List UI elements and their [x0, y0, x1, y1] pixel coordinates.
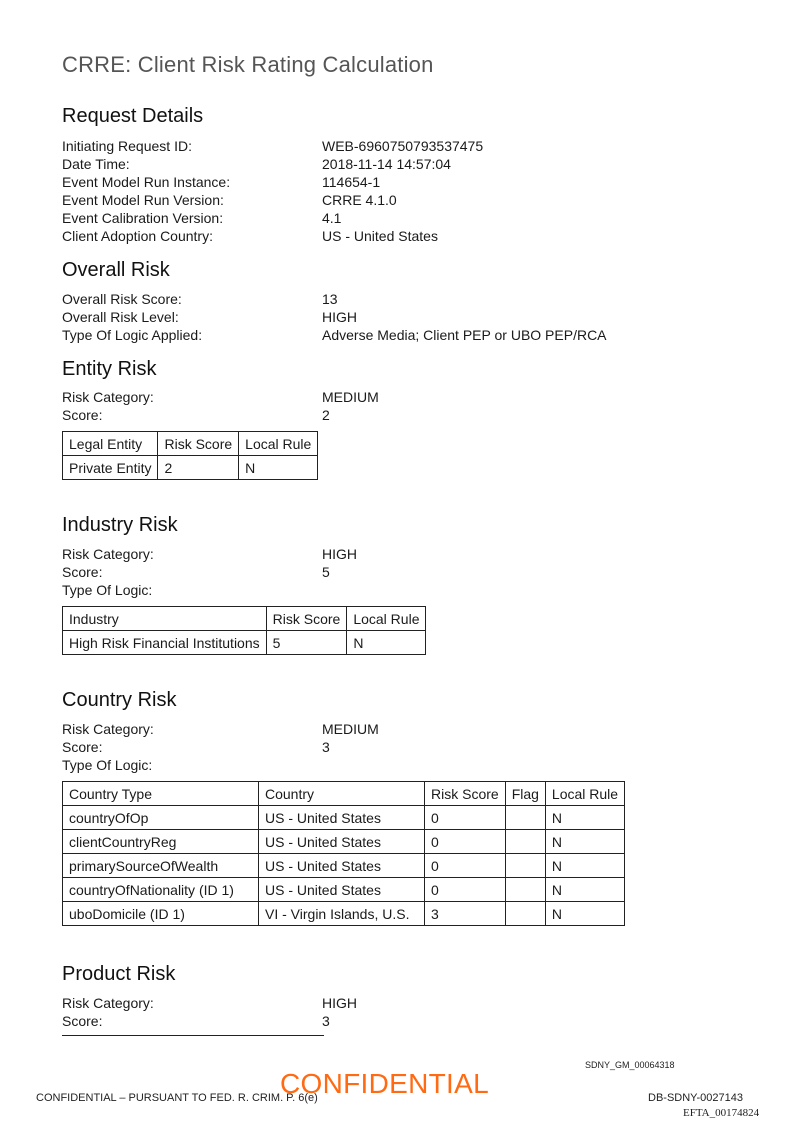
table-cell: [505, 830, 545, 854]
industry-risk-heading: Industry Risk: [62, 514, 178, 536]
kv-value: 2: [322, 407, 330, 423]
request-details-list: [62, 137, 483, 245]
table-cell: uboDomicile (ID 1): [63, 902, 259, 926]
kv-row: [62, 581, 357, 599]
table-cell: Private Entity: [63, 456, 158, 480]
table-header-cell: Country: [259, 782, 425, 806]
kv-label: Score:: [62, 1013, 103, 1029]
table-header-row: [63, 432, 318, 456]
kv-row: [62, 406, 379, 424]
kv-value: 114654-1: [322, 174, 381, 190]
kv-label: Event Calibration Version:: [62, 210, 224, 226]
kv-row: [62, 388, 379, 406]
kv-value: MEDIUM: [322, 389, 379, 405]
kv-label: Risk Category:: [62, 995, 154, 1011]
table-cell: N: [545, 878, 624, 902]
kv-label: Client Adoption Country:: [62, 228, 213, 244]
kv-row: [62, 290, 607, 308]
table-cell: N: [545, 902, 624, 926]
kv-row: [62, 191, 483, 209]
kv-value: HIGH: [322, 546, 357, 562]
table-cell: N: [545, 854, 624, 878]
table-header-row: [63, 782, 625, 806]
table-row: [63, 854, 625, 878]
kv-row: [62, 720, 379, 738]
entity-risk-heading: Entity Risk: [62, 358, 157, 380]
overall-risk-list: [62, 290, 607, 344]
kv-value: 2018-11-14 14:57:04: [322, 156, 451, 172]
request-details-heading: Request Details: [62, 105, 204, 127]
kv-row: [62, 994, 357, 1012]
kv-value: HIGH: [322, 309, 357, 325]
country-risk-list: [62, 720, 379, 774]
entity-risk-table: [62, 431, 318, 480]
kv-label: Initiating Request ID:: [62, 138, 192, 154]
kv-label: Type Of Logic Applied:: [62, 327, 203, 343]
table-cell: countryOfNationality (ID 1): [63, 878, 259, 902]
kv-value: 5: [322, 564, 330, 580]
bates-ref-small: SDNY_GM_00064318: [585, 1060, 675, 1070]
efta-number: EFTA_00174824: [683, 1107, 760, 1119]
page-title: CRRE: Client Risk Rating Calculation: [62, 52, 434, 77]
kv-value: 13: [322, 291, 338, 307]
table-header-row: [63, 607, 426, 631]
product-risk-heading: Product Risk: [62, 963, 176, 985]
kv-label: Overall Risk Level:: [62, 309, 179, 325]
table-header-cell: Legal Entity: [63, 432, 158, 456]
table-row: [63, 878, 625, 902]
table-cell: N: [239, 456, 318, 480]
table-header-cell: Local Rule: [239, 432, 318, 456]
kv-label: Risk Category:: [62, 546, 154, 562]
table-cell: 2: [158, 456, 239, 480]
kv-label: Date Time:: [62, 156, 130, 172]
table-row: [63, 902, 625, 926]
table-cell: US - United States: [259, 878, 425, 902]
overall-risk-heading: Overall Risk: [62, 259, 170, 281]
kv-value: US - United States: [322, 228, 438, 244]
table-header-cell: Risk Score: [425, 782, 506, 806]
kv-row: [62, 137, 483, 155]
table-cell: VI - Virgin Islands, U.S.: [259, 902, 425, 926]
kv-label: Risk Category:: [62, 721, 154, 737]
confidential-stamp: CONFIDENTIAL: [280, 1068, 489, 1099]
table-header-cell: Risk Score: [266, 607, 347, 631]
table-row: [63, 456, 318, 480]
kv-label: Type Of Logic:: [62, 582, 153, 598]
table-header-cell: Flag: [505, 782, 545, 806]
kv-value: MEDIUM: [322, 721, 379, 737]
table-cell: N: [545, 806, 624, 830]
table-row: [63, 631, 426, 655]
kv-row: [62, 155, 483, 173]
kv-label: Score:: [62, 564, 103, 580]
kv-label: Overall Risk Score:: [62, 291, 182, 307]
table-header-cell: Country Type: [63, 782, 259, 806]
kv-row: [62, 173, 483, 191]
table-cell: High Risk Financial Institutions: [63, 631, 267, 655]
confidential-notice: CONFIDENTIAL – PURSUANT TO FED. R. CRIM. P. 6(e): [36, 1092, 318, 1104]
kv-label: Event Model Run Version:: [62, 192, 224, 208]
kv-value: Adverse Media; Client PEP or UBO PEP/RCA: [322, 327, 607, 343]
kv-value: WEB-6960750793537475: [322, 138, 484, 154]
industry-risk-list: [62, 545, 357, 599]
table-cell: clientCountryReg: [63, 830, 259, 854]
table-row: [63, 830, 625, 854]
bates-number: DB-SDNY-0027143: [648, 1092, 743, 1104]
kv-row: [62, 227, 483, 245]
table-cell: 0: [425, 806, 506, 830]
entity-risk-list: [62, 388, 379, 424]
table-cell: N: [545, 830, 624, 854]
kv-row: [62, 308, 607, 326]
kv-label: Type Of Logic:: [62, 757, 153, 773]
table-cell: 3: [425, 902, 506, 926]
table-cell: [505, 902, 545, 926]
table-cell: primarySourceOfWealth: [63, 854, 259, 878]
country-risk-table: [62, 781, 625, 926]
table-cell: [505, 854, 545, 878]
table-cell: US - United States: [259, 830, 425, 854]
kv-row: [62, 1012, 357, 1030]
kv-value: 4.1: [322, 210, 342, 226]
table-cell: N: [347, 631, 426, 655]
kv-row: [62, 756, 379, 774]
table-row: [63, 806, 625, 830]
kv-label: Score:: [62, 739, 103, 755]
table-cell: [505, 806, 545, 830]
country-risk-heading: Country Risk: [62, 689, 177, 711]
kv-label: Event Model Run Instance:: [62, 174, 231, 190]
table-cell: 0: [425, 830, 506, 854]
table-cell: 5: [266, 631, 347, 655]
kv-row: [62, 545, 357, 563]
kv-label: Score:: [62, 407, 103, 423]
table-cell: 0: [425, 854, 506, 878]
kv-value: CRRE 4.1.0: [322, 192, 397, 208]
kv-row: [62, 326, 607, 344]
table-header-cell: Local Rule: [347, 607, 426, 631]
kv-value: 3: [322, 1013, 330, 1029]
table-header-cell: Risk Score: [158, 432, 239, 456]
kv-label: Risk Category:: [62, 389, 154, 405]
industry-risk-table: [62, 606, 426, 655]
kv-value: 3: [322, 739, 330, 755]
table-cell: countryOfOp: [63, 806, 259, 830]
table-cell: US - United States: [259, 854, 425, 878]
table-cell: [505, 878, 545, 902]
table-header-cell: Industry: [63, 607, 267, 631]
kv-row: [62, 563, 357, 581]
footnote-divider: [62, 1035, 324, 1036]
kv-row: [62, 738, 379, 756]
table-cell: 0: [425, 878, 506, 902]
table-cell: US - United States: [259, 806, 425, 830]
table-header-cell: Local Rule: [545, 782, 624, 806]
kv-value: HIGH: [322, 995, 357, 1011]
kv-row: [62, 209, 483, 227]
product-risk-list: [62, 994, 357, 1030]
